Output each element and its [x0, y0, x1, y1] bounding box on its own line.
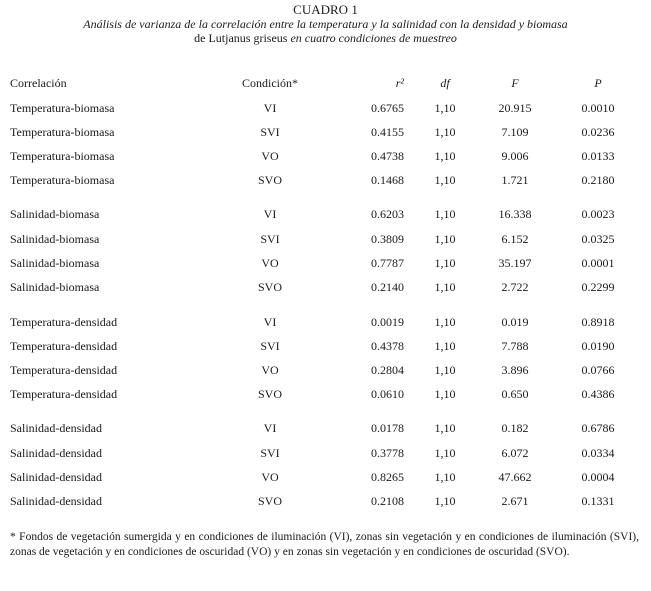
subtitle-species: Lutjanus griseus [208, 31, 288, 45]
cell-f: 1.721 [501, 173, 529, 187]
cell-correlation: Salinidad-densidad [10, 446, 102, 460]
cell-df: 1,10 [434, 149, 456, 163]
cell-df: 1,10 [434, 280, 456, 294]
cell-f: 0.182 [501, 421, 529, 435]
cell-f: 3.896 [501, 363, 529, 377]
subtitle-prefix: de [194, 31, 209, 45]
cell-f: 2.722 [501, 280, 529, 294]
cell-condition: SVO [257, 387, 282, 401]
cell-p: 0.1331 [581, 494, 615, 508]
cell-r2: 0.4155 [371, 125, 404, 139]
cell-correlation: Salinidad-biomasa [10, 280, 100, 294]
cell-correlation: Temperatura-biomasa [10, 101, 115, 115]
cell-f: 2.671 [501, 494, 529, 508]
cell-correlation: Temperatura-biomasa [10, 173, 115, 187]
cell-condition: SVI [260, 446, 280, 460]
cell-df: 1,10 [434, 421, 456, 435]
cell-df: 1,10 [434, 387, 456, 401]
cell-condition: VI [263, 421, 277, 435]
cell-r2: 0.4378 [371, 339, 404, 353]
cell-r2: 0.0610 [371, 387, 404, 401]
cell-p: 0.0010 [581, 101, 615, 115]
cell-correlation: Salinidad-densidad [10, 470, 102, 484]
cell-p: 0.0004 [581, 470, 615, 484]
cell-p: 0.0190 [581, 339, 615, 353]
cell-df: 1,10 [434, 446, 456, 460]
cell-p: 0.0001 [581, 256, 615, 270]
header-r2: r² [395, 76, 404, 90]
cell-correlation: Temperatura-densidad [10, 339, 118, 353]
cell-r2: 0.6203 [371, 207, 404, 221]
cell-f: 35.197 [498, 256, 532, 270]
cell-condition: VO [261, 149, 279, 163]
cell-correlation: Temperatura-densidad [10, 315, 118, 329]
cell-f: 0.019 [501, 315, 529, 329]
cell-r2: 0.2108 [371, 494, 404, 508]
cell-r2: 0.1468 [371, 173, 404, 187]
cell-df: 1,10 [434, 256, 456, 270]
cell-condition: VO [261, 256, 279, 270]
cell-correlation: Salinidad-biomasa [10, 207, 100, 221]
cell-condition: VO [261, 470, 279, 484]
cell-p: 0.0023 [581, 207, 615, 221]
cell-f: 20.915 [498, 101, 532, 115]
cell-correlation: Salinidad-biomasa [10, 256, 100, 270]
cell-f: 7.788 [501, 339, 529, 353]
cell-p: 0.0325 [581, 232, 615, 246]
cell-f: 0.650 [501, 387, 529, 401]
cell-r2: 0.4738 [371, 149, 404, 163]
cell-p: 0.0766 [581, 363, 615, 377]
cell-condition: SVO [257, 173, 282, 187]
cell-df: 1,10 [434, 101, 456, 115]
header-p: P [594, 76, 602, 90]
cell-p: 0.2299 [581, 280, 615, 294]
cell-condition: SVI [260, 232, 280, 246]
cell-p: 0.2180 [581, 173, 615, 187]
cell-condition: VI [263, 101, 277, 115]
cell-df: 1,10 [434, 494, 456, 508]
cell-r2: 0.7787 [371, 256, 404, 270]
cell-r2: 0.3809 [371, 232, 404, 246]
cell-correlation: Salinidad-densidad [10, 421, 102, 435]
cell-df: 1,10 [434, 173, 456, 187]
cell-f: 16.338 [498, 207, 532, 221]
cell-correlation: Temperatura-densidad [10, 387, 118, 401]
cell-condition: VI [263, 315, 277, 329]
cell-condition: VO [261, 363, 279, 377]
cell-correlation: Temperatura-biomasa [10, 125, 115, 139]
cell-condition: SVO [257, 494, 282, 508]
header-correlation: Correlación [10, 76, 67, 90]
cell-condition: VI [263, 207, 277, 221]
cell-correlation: Salinidad-biomasa [10, 232, 100, 246]
cell-p: 0.8918 [581, 315, 615, 329]
cell-f: 6.152 [501, 232, 529, 246]
cell-df: 1,10 [434, 232, 456, 246]
cell-r2: 0.0019 [371, 315, 404, 329]
cell-p: 0.0133 [581, 149, 615, 163]
cell-r2: 0.2140 [371, 280, 404, 294]
cell-f: 7.109 [501, 125, 529, 139]
cell-correlation: Temperatura-densidad [10, 363, 118, 377]
table-footnote: * Fondos de vegetación sumergida y en condiciones de iluminación (VI), zonas sin vegetación y en condiciones de iluminación (SVI), zonas de vegetación y en condiciones de oscuridad (VO) y en zonas sin vegetación y en condiciones de oscuridad (SVO). [10, 531, 639, 558]
cell-p: 0.0236 [581, 125, 615, 139]
header-f: F [511, 76, 519, 90]
cell-f: 9.006 [501, 149, 529, 163]
table-title: CUADRO 1 [293, 2, 358, 17]
cell-p: 0.6786 [581, 421, 615, 435]
cell-r2: 0.2804 [371, 363, 404, 377]
cell-condition: SVI [260, 125, 280, 139]
cell-r2: 0.0178 [371, 421, 404, 435]
cell-condition: SVO [257, 280, 282, 294]
cell-p: 0.4386 [581, 387, 615, 401]
cell-f: 6.072 [501, 446, 529, 460]
cell-f: 47.662 [498, 470, 532, 484]
cell-correlation: Salinidad-densidad [10, 494, 102, 508]
cell-r2: 0.3778 [371, 446, 404, 460]
cell-df: 1,10 [434, 339, 456, 353]
subtitle-line-1: Análisis de varianza de la correlación entre la temperatura y la salinidad con la densidad y biomasa [83, 17, 568, 31]
cell-df: 1,10 [434, 207, 456, 221]
cell-condition: SVI [260, 339, 280, 353]
header-df: df [440, 76, 450, 90]
cell-p: 0.0334 [581, 446, 615, 460]
cell-df: 1,10 [434, 470, 456, 484]
cell-df: 1,10 [434, 363, 456, 377]
cell-df: 1,10 [434, 315, 456, 329]
cell-df: 1,10 [434, 125, 456, 139]
subtitle-suffix: en cuatro condiciones de muestreo [287, 31, 457, 45]
cell-r2: 0.6765 [371, 101, 404, 115]
cell-correlation: Temperatura-biomasa [10, 149, 115, 163]
header-condition: Condición* [242, 76, 298, 90]
cell-r2: 0.8265 [371, 470, 404, 484]
table-subtitle [0, 17, 651, 45]
